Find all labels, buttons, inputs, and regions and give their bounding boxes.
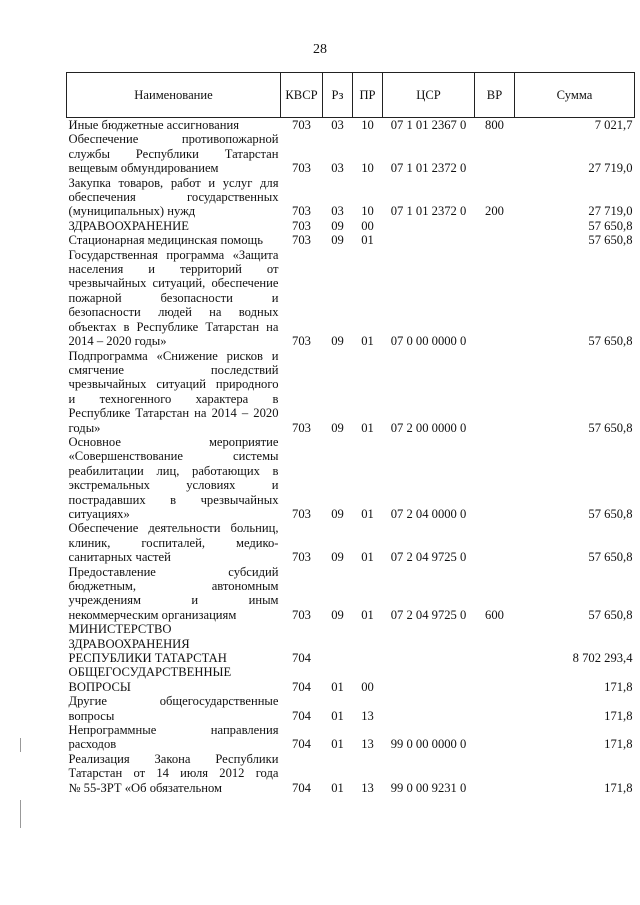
cell-rz — [323, 622, 353, 665]
row-name-line: обеспечения государственных — [68, 190, 279, 205]
page-number: 28 — [313, 42, 327, 57]
row-name-line: чрезвычайных ситуаций природного — [68, 377, 279, 392]
cell-sum: 27 719,0 — [588, 161, 633, 176]
cell-csr — [383, 233, 475, 247]
cell-pr: 10 — [361, 161, 374, 176]
cell-csr: 07 2 04 9725 0 — [390, 607, 467, 622]
row-name-line: реабилитации лиц, работающих в — [68, 463, 279, 478]
cell-csr: 07 1 01 2367 0 — [390, 118, 467, 132]
table-header-row — [67, 73, 635, 118]
table-row — [67, 521, 635, 564]
table-row — [67, 565, 635, 623]
cell-sum: 171,8 — [604, 679, 633, 694]
row-name-line: чрезвычайных ситуаций, обеспечение — [68, 276, 279, 291]
cell-pr: 13 — [361, 708, 374, 723]
row-name-line: ЗДРАВООХРАНЕНИЯ — [68, 636, 190, 651]
margin-mark — [20, 738, 21, 752]
row-name-line: расходов — [68, 737, 117, 752]
row-name-line: пожарной безопасности и — [68, 290, 279, 305]
row-name-line: некоммерческим организациям — [68, 607, 237, 622]
cell-vr — [475, 248, 515, 349]
cell-csr: 07 1 01 2372 0 — [390, 161, 467, 176]
cell-rz: 09 — [331, 233, 344, 248]
row-name — [67, 622, 281, 665]
row-name-line: Республике Татарстан на 2014 – 2020 — [68, 406, 279, 421]
row-name-line: 2014 – 2020 годы» — [68, 334, 167, 349]
cell-kvsr: 703 — [292, 420, 311, 435]
cell-rz: 09 — [331, 607, 344, 622]
row-name-line: Обеспечение деятельности больниц, — [68, 521, 279, 536]
row-name — [67, 118, 281, 133]
row-name-line: санитарных частей — [68, 550, 171, 565]
cell-rz: 09 — [331, 420, 344, 435]
row-name — [67, 219, 281, 233]
row-name-line: ОБЩЕГОСУДАРСТВЕННЫЕ — [68, 665, 232, 680]
cell-sum: 57 650,8 — [588, 607, 633, 622]
row-name-line: годы» — [68, 420, 101, 435]
cell-csr: 07 2 04 0000 0 — [390, 506, 467, 521]
cell-pr: 10 — [361, 204, 374, 219]
cell-rz: 03 — [331, 118, 344, 132]
cell-kvsr: 703 — [292, 607, 311, 622]
cell-pr: 01 — [361, 506, 374, 521]
cell-pr: 00 — [361, 218, 374, 233]
table-row — [67, 622, 635, 665]
row-name-line: объектах в Республике Татарстан на — [68, 319, 279, 334]
cell-sum: 57 650,8 — [588, 420, 633, 435]
cell-kvsr: 704 — [292, 708, 311, 723]
row-name-line: «Совершенствование системы — [68, 449, 279, 464]
cell-pr: 10 — [361, 118, 374, 132]
row-name — [67, 349, 281, 435]
cell-vr: 800 — [485, 118, 504, 132]
table-row — [67, 233, 635, 247]
row-name-line: Основное мероприятие — [68, 434, 279, 449]
margin-mark — [20, 800, 21, 828]
cell-csr — [383, 219, 475, 233]
cell-csr: 07 2 04 9725 0 — [390, 550, 467, 565]
row-name-line: МИНИСТЕРСТВО — [68, 622, 172, 637]
cell-kvsr: 703 — [292, 161, 311, 176]
cell-rz: 01 — [331, 679, 344, 694]
cell-vr — [475, 694, 515, 723]
cell-rz: 09 — [331, 218, 344, 233]
header-csr: ЦСР — [383, 73, 475, 118]
cell-vr — [475, 665, 515, 694]
table-row — [67, 349, 635, 435]
cell-csr: 07 0 00 0000 0 — [390, 334, 467, 349]
cell-pr: 01 — [361, 607, 374, 622]
row-name-line: Иные бюджетные ассигнования — [68, 118, 240, 132]
cell-vr — [475, 521, 515, 564]
cell-pr — [353, 622, 383, 665]
header-pr: ПР — [353, 73, 383, 118]
cell-sum: 171,8 — [604, 780, 633, 795]
row-name — [67, 132, 281, 175]
table-row — [67, 723, 635, 752]
row-name-line: Стационарная медицинская помощь — [68, 233, 263, 248]
cell-sum: 57 650,8 — [588, 218, 633, 233]
row-name-line: службы Республики Татарстан — [68, 146, 279, 161]
row-name — [67, 233, 281, 247]
cell-kvsr: 703 — [292, 118, 311, 132]
cell-vr — [475, 435, 515, 521]
cell-pr: 01 — [361, 550, 374, 565]
row-name — [67, 565, 281, 623]
cell-sum: 57 650,8 — [588, 233, 633, 248]
cell-rz: 01 — [331, 708, 344, 723]
row-name-line: Другие общегосударственные — [68, 694, 279, 709]
table-row — [67, 694, 635, 723]
cell-rz: 01 — [331, 780, 344, 795]
cell-csr: 99 0 00 0000 0 — [390, 737, 467, 752]
cell-vr — [475, 752, 515, 795]
cell-vr — [475, 233, 515, 247]
cell-sum: 171,8 — [604, 737, 633, 752]
row-name-line: Реализация Закона Республики — [68, 751, 279, 766]
table-row — [67, 248, 635, 349]
cell-rz: 09 — [331, 506, 344, 521]
cell-csr — [383, 694, 475, 723]
header-kvsr: КВСР — [281, 73, 323, 118]
cell-kvsr: 703 — [292, 204, 311, 219]
row-name-line: (муниципальных) нужд — [68, 204, 196, 219]
row-name-line: ситуациях» — [68, 506, 130, 521]
row-name — [67, 248, 281, 349]
cell-sum: 27 719,0 — [588, 204, 633, 219]
cell-kvsr: 703 — [292, 233, 311, 248]
table-row — [67, 176, 635, 219]
cell-kvsr: 704 — [292, 780, 311, 795]
cell-rz: 03 — [331, 204, 344, 219]
row-name-line: бюджетным, автономным — [68, 579, 279, 593]
row-name-line: смягчение последствий — [68, 362, 279, 377]
row-name — [67, 435, 281, 521]
cell-kvsr: 703 — [292, 506, 311, 521]
cell-pr: 01 — [361, 334, 374, 349]
row-name-line: РЕСПУБЛИКИ ТАТАРСТАН — [68, 651, 227, 666]
row-name-line: вещевым обмундированием — [68, 161, 219, 176]
row-name-line: и техногенного характера в — [68, 391, 279, 406]
table-row — [67, 219, 635, 233]
cell-sum: 57 650,8 — [588, 550, 633, 565]
cell-csr: 99 0 00 9231 0 — [390, 780, 467, 795]
row-name-line: Непрограммные направления — [68, 723, 279, 738]
row-name-line: клиник, госпиталей, медико- — [68, 535, 279, 550]
budget-table — [66, 72, 635, 795]
table-row — [67, 435, 635, 521]
row-name-line: Государственная программа «Защита — [68, 247, 279, 262]
cell-pr: 00 — [361, 679, 374, 694]
row-name-line: безопасности людей на водных — [68, 305, 279, 320]
cell-vr: 600 — [485, 607, 504, 622]
cell-pr: 01 — [361, 420, 374, 435]
cell-kvsr: 704 — [292, 737, 311, 752]
cell-sum: 171,8 — [604, 708, 633, 723]
row-name — [67, 176, 281, 219]
row-name-line: ВОПРОСЫ — [68, 679, 131, 694]
cell-vr — [475, 132, 515, 175]
cell-pr: 01 — [361, 233, 374, 248]
header-sum: Сумма — [515, 73, 635, 118]
cell-csr: 07 2 00 0000 0 — [390, 420, 467, 435]
row-name-line: пострадавших в чрезвычайных — [68, 492, 279, 507]
row-name-line: учреждениям и иным — [68, 593, 279, 608]
cell-kvsr: 703 — [292, 218, 311, 233]
table-row — [67, 665, 635, 694]
cell-vr — [475, 349, 515, 435]
cell-rz: 01 — [331, 737, 344, 752]
row-name-line: Подпрограмма «Снижение рисков и — [68, 348, 279, 363]
cell-vr — [475, 723, 515, 752]
cell-kvsr: 704 — [292, 679, 311, 694]
cell-sum: 57 650,8 — [588, 506, 633, 521]
table-body — [67, 118, 635, 796]
row-name-line: населения и территорий от — [68, 262, 279, 277]
row-name-line: № 55-ЗРТ «Об обязательном — [68, 780, 223, 795]
row-name-line: Татарстан от 14 июля 2012 года — [68, 766, 279, 781]
cell-pr: 13 — [361, 780, 374, 795]
header-vr: ВР — [475, 73, 515, 118]
cell-vr — [475, 219, 515, 233]
cell-csr — [383, 665, 475, 694]
row-name-line: ЗДРАВООХРАНЕНИЕ — [68, 218, 189, 233]
row-name — [67, 694, 281, 723]
table-row — [67, 118, 635, 133]
row-name — [67, 752, 281, 795]
cell-rz: 09 — [331, 550, 344, 565]
cell-pr: 13 — [361, 737, 374, 752]
cell-sum: 57 650,8 — [588, 334, 633, 349]
row-name-line: Закупка товаров, работ и услуг для — [68, 175, 279, 190]
cell-vr — [475, 622, 515, 665]
table-row — [67, 132, 635, 175]
row-name — [67, 521, 281, 564]
row-name-line: Предоставление субсидий — [68, 564, 279, 579]
cell-sum: 7 021,7 — [594, 118, 633, 132]
row-name-line: вопросы — [68, 708, 115, 723]
row-name-line: экстремальных условиях и — [68, 478, 279, 493]
cell-kvsr: 703 — [292, 550, 311, 565]
cell-vr: 200 — [485, 204, 504, 219]
row-name — [67, 665, 281, 694]
cell-rz: 03 — [331, 161, 344, 176]
cell-kvsr: 704 — [292, 651, 311, 666]
row-name-line: Обеспечение противопожарной — [68, 132, 279, 147]
table-row — [67, 752, 635, 795]
header-name: Наименование — [67, 73, 281, 118]
cell-csr — [383, 622, 475, 665]
header-rz: Рз — [323, 73, 353, 118]
cell-csr: 07 1 01 2372 0 — [390, 204, 467, 219]
cell-sum: 8 702 293,4 — [572, 651, 633, 666]
cell-kvsr: 703 — [292, 334, 311, 349]
cell-rz: 09 — [331, 334, 344, 349]
row-name — [67, 723, 281, 752]
